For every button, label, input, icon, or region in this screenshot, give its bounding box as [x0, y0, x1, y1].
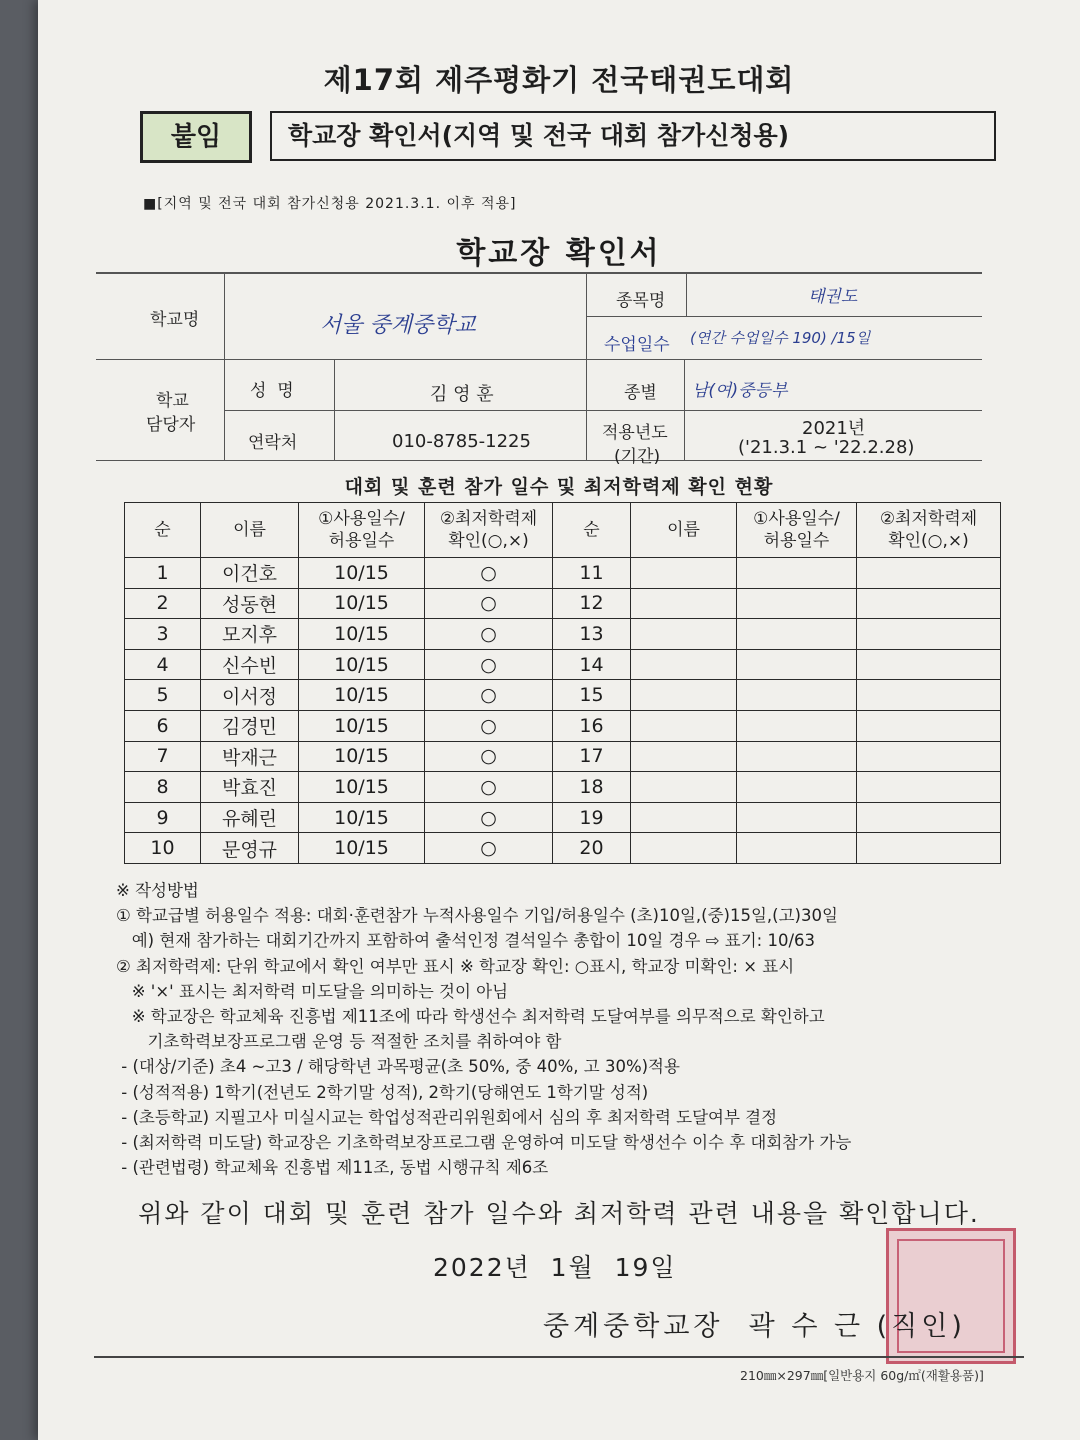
type-label: 종별 [624, 383, 657, 403]
row-no: 12 [553, 588, 631, 619]
info-vline [586, 272, 587, 460]
row-no: 10 [125, 833, 201, 864]
info-top-line [96, 272, 982, 274]
col-days-line2: 허용일수 [763, 531, 830, 551]
min-academic-check [857, 558, 1001, 589]
info-bottom-line [96, 460, 982, 461]
table-row [125, 619, 1001, 650]
min-academic-check: ○ [425, 710, 553, 741]
instruction-line: - (대상/기준) 초4 ~고3 / 해당학년 과목평균(초 50%, 중 40%, 고 30%)적용 [116, 1057, 680, 1077]
document-page [38, 0, 1080, 1440]
row-no: 18 [553, 772, 631, 803]
table-row [125, 802, 1001, 833]
instruction-line: ① 학교급별 허용일수 적용: 대회·훈련참가 누적사용일수 기입/허용일수 (초)10일,(중)15일,(고)30일 [116, 906, 838, 926]
row-no: 2 [125, 588, 201, 619]
row-no: 16 [553, 710, 631, 741]
period-value: ('21.3.1 ~ '22.2.28) [738, 437, 915, 458]
attachment-tag: 붙임 [140, 111, 252, 163]
col-check [425, 503, 553, 558]
manager-label-1: 학교 [156, 391, 189, 411]
instruction-line: ② 최저학력제: 단위 학교에서 확인 여부만 표시 ※ 학교장 확인: ○표시, 학교장 미확인: × 표시 [116, 956, 795, 976]
participation-table [124, 502, 1001, 864]
min-academic-check: ○ [425, 588, 553, 619]
classdays-value: (연간 수업일수 190) /15일 [690, 329, 871, 347]
info-hline [224, 410, 982, 411]
row-no: 5 [125, 680, 201, 711]
row-no: 1 [125, 558, 201, 589]
info-hline [586, 316, 982, 317]
year-label-1: 적용년도 [602, 423, 668, 443]
paper-spec-footer: 210㎜×297㎜[일반용지 60g/㎡(재활용품)] [740, 1368, 984, 1383]
row-no: 8 [125, 772, 201, 803]
student-name [631, 619, 737, 650]
table-row [125, 649, 1001, 680]
instruction-line: ※ '×' 표시는 최저학력 미도달을 의미하는 것이 아님 [116, 981, 509, 1001]
col-check-line2: 확인(○,×) [888, 531, 969, 551]
days-used: 10/15 [299, 772, 425, 803]
student-name [631, 558, 737, 589]
days-used: 10/15 [299, 558, 425, 589]
table-row [125, 772, 1001, 803]
col-days [299, 503, 425, 558]
student-name [631, 710, 737, 741]
student-name [631, 649, 737, 680]
min-academic-check: ○ [425, 772, 553, 803]
student-name: 박재근 [201, 741, 299, 772]
instruction-line: ※ 작성방법 [116, 881, 199, 900]
table-row [125, 588, 1001, 619]
min-academic-check [857, 772, 1001, 803]
student-name: 이서정 [201, 680, 299, 711]
confirmation-statement: 위와 같이 대회 및 훈련 참가 일수와 최저학력 관련 내용을 확인합니다. [138, 1199, 980, 1228]
table-row [125, 741, 1001, 772]
days-used: 10/15 [299, 680, 425, 711]
days-used [737, 558, 857, 589]
manager-label-2: 담당자 [146, 415, 196, 435]
student-name [631, 802, 737, 833]
contact-label: 연락처 [248, 433, 298, 453]
info-vline [224, 272, 225, 360]
days-used [737, 619, 857, 650]
classdays-label: 수업일수 [604, 335, 670, 355]
student-name: 성동현 [201, 588, 299, 619]
student-name: 유혜린 [201, 802, 299, 833]
days-used: 10/15 [299, 710, 425, 741]
days-used [737, 588, 857, 619]
col-days [737, 503, 857, 558]
student-name [631, 772, 737, 803]
instruction-line: - (초등학교) 지필고사 미실시교는 학업성적관리위원회에서 심의 후 최저학력 도달여부 결정 [116, 1107, 778, 1127]
col-no: 순 [553, 503, 631, 558]
student-name: 모지후 [201, 619, 299, 650]
min-academic-check [857, 833, 1001, 864]
row-no: 14 [553, 649, 631, 680]
row-no: 15 [553, 680, 631, 711]
min-academic-check: ○ [425, 833, 553, 864]
name-value: 김 영 훈 [430, 384, 494, 405]
col-check-line2: 확인(○,×) [448, 531, 529, 551]
table-row [125, 833, 1001, 864]
days-used: 10/15 [299, 741, 425, 772]
min-academic-check: ○ [425, 649, 553, 680]
col-check [857, 503, 1001, 558]
year-value: 2021년 [802, 418, 866, 439]
instruction-line: 예) 현재 참가하는 대회기간까지 포함하여 출석인정 결석일수 총합이 10일 경우 ⇨ 표기: 10/63 [116, 931, 816, 951]
min-academic-check [857, 802, 1001, 833]
info-vline [686, 272, 687, 316]
min-academic-check: ○ [425, 619, 553, 650]
issue-date: 2022년 1월 19일 [433, 1253, 677, 1282]
student-name: 이건호 [201, 558, 299, 589]
min-academic-check [857, 680, 1001, 711]
instruction-line: - (성적적용) 1학기(전년도 2학기말 성적), 2학기(당해연도 1학기말 성적) [116, 1082, 649, 1102]
row-no: 20 [553, 833, 631, 864]
min-academic-check: ○ [425, 680, 553, 711]
student-name: 김경민 [201, 710, 299, 741]
row-no: 6 [125, 710, 201, 741]
row-no: 11 [553, 558, 631, 589]
student-name [631, 741, 737, 772]
info-mid-line [96, 359, 982, 360]
min-academic-check: ○ [425, 741, 553, 772]
days-used [737, 710, 857, 741]
table-header-row [125, 503, 1001, 558]
instruction-line: 기초학력보장프로그램 운영 등 적절한 조치를 취하여야 함 [116, 1032, 562, 1052]
student-name [631, 833, 737, 864]
days-used [737, 772, 857, 803]
student-name: 박효진 [201, 772, 299, 803]
min-academic-check: ○ [425, 558, 553, 589]
min-academic-check [857, 588, 1001, 619]
min-academic-check: ○ [425, 802, 553, 833]
row-no: 4 [125, 649, 201, 680]
days-used [737, 741, 857, 772]
table-title: 대회 및 훈련 참가 일수 및 최저학력제 확인 현황 [344, 476, 774, 498]
instruction-line: - (관련법령) 학교체육 진흥법 제11조, 동법 시행규칙 제6조 [116, 1158, 549, 1178]
col-no: 순 [125, 503, 201, 558]
table-row [125, 680, 1001, 711]
col-name: 이름 [631, 503, 737, 558]
student-name [631, 588, 737, 619]
applicability-note: ■[지역 및 전국 대회 참가신청용 2021.3.1. 이후 적용] [143, 196, 517, 212]
row-no: 9 [125, 802, 201, 833]
info-vline [684, 360, 685, 460]
sport-label: 종목명 [616, 291, 666, 311]
min-academic-check [857, 649, 1001, 680]
document-title: 학교장 확인서 [456, 236, 662, 271]
official-seal [886, 1228, 1016, 1364]
sport-value: 태권도 [808, 287, 858, 307]
row-no: 7 [125, 741, 201, 772]
min-academic-check [857, 710, 1001, 741]
table-row [125, 710, 1001, 741]
days-used: 10/15 [299, 588, 425, 619]
school-label: 학교명 [150, 310, 200, 330]
row-no: 13 [553, 619, 631, 650]
name-label: 성 명 [250, 381, 294, 401]
min-academic-check [857, 741, 1001, 772]
days-used: 10/15 [299, 833, 425, 864]
days-used [737, 680, 857, 711]
col-days-line2: 허용일수 [328, 531, 395, 551]
student-name: 신수빈 [201, 649, 299, 680]
days-used: 10/15 [299, 802, 425, 833]
instruction-line: - (최저학력 미도달) 학교장은 기초학력보장프로그램 운영하여 미도달 학생선수 이수 후 대회참가 가능 [116, 1133, 852, 1153]
instructions [116, 878, 1046, 1180]
days-used [737, 833, 857, 864]
school-value: 서울 중계중학교 [320, 313, 476, 338]
row-no: 3 [125, 619, 201, 650]
row-no: 17 [553, 741, 631, 772]
event-title: 제17회 제주평화기 전국태권도대회 [323, 63, 795, 97]
row-no: 19 [553, 802, 631, 833]
col-days-line1: ①사용일수/ [318, 509, 405, 529]
days-used: 10/15 [299, 619, 425, 650]
type-value: 남(여)중등부 [692, 381, 788, 401]
year-label-2: (기간) [614, 447, 661, 467]
col-check-line1: ②최저학력제 [879, 509, 978, 529]
min-academic-check [857, 619, 1001, 650]
student-name: 문영규 [201, 833, 299, 864]
days-used [737, 802, 857, 833]
table-row [125, 558, 1001, 589]
col-name: 이름 [201, 503, 299, 558]
days-used [737, 649, 857, 680]
col-check-line1: ②최저학력제 [439, 509, 538, 529]
principal-signature: 중계중학교장 곽 수 근 (직인) [543, 1311, 966, 1342]
col-days-line1: ①사용일수/ [753, 509, 840, 529]
days-used: 10/15 [299, 649, 425, 680]
student-name [631, 680, 737, 711]
instruction-line: ※ 학교장은 학교체육 진흥법 제11조에 따라 학생선수 최저학력 도달여부를 의무적으로 확인하고 [116, 1007, 825, 1027]
contact-value: 010-8785-1225 [392, 431, 531, 452]
footer-line [94, 1356, 1024, 1358]
form-title-box: 학교장 확인서(지역 및 전국 대회 참가신청용) [270, 111, 996, 161]
